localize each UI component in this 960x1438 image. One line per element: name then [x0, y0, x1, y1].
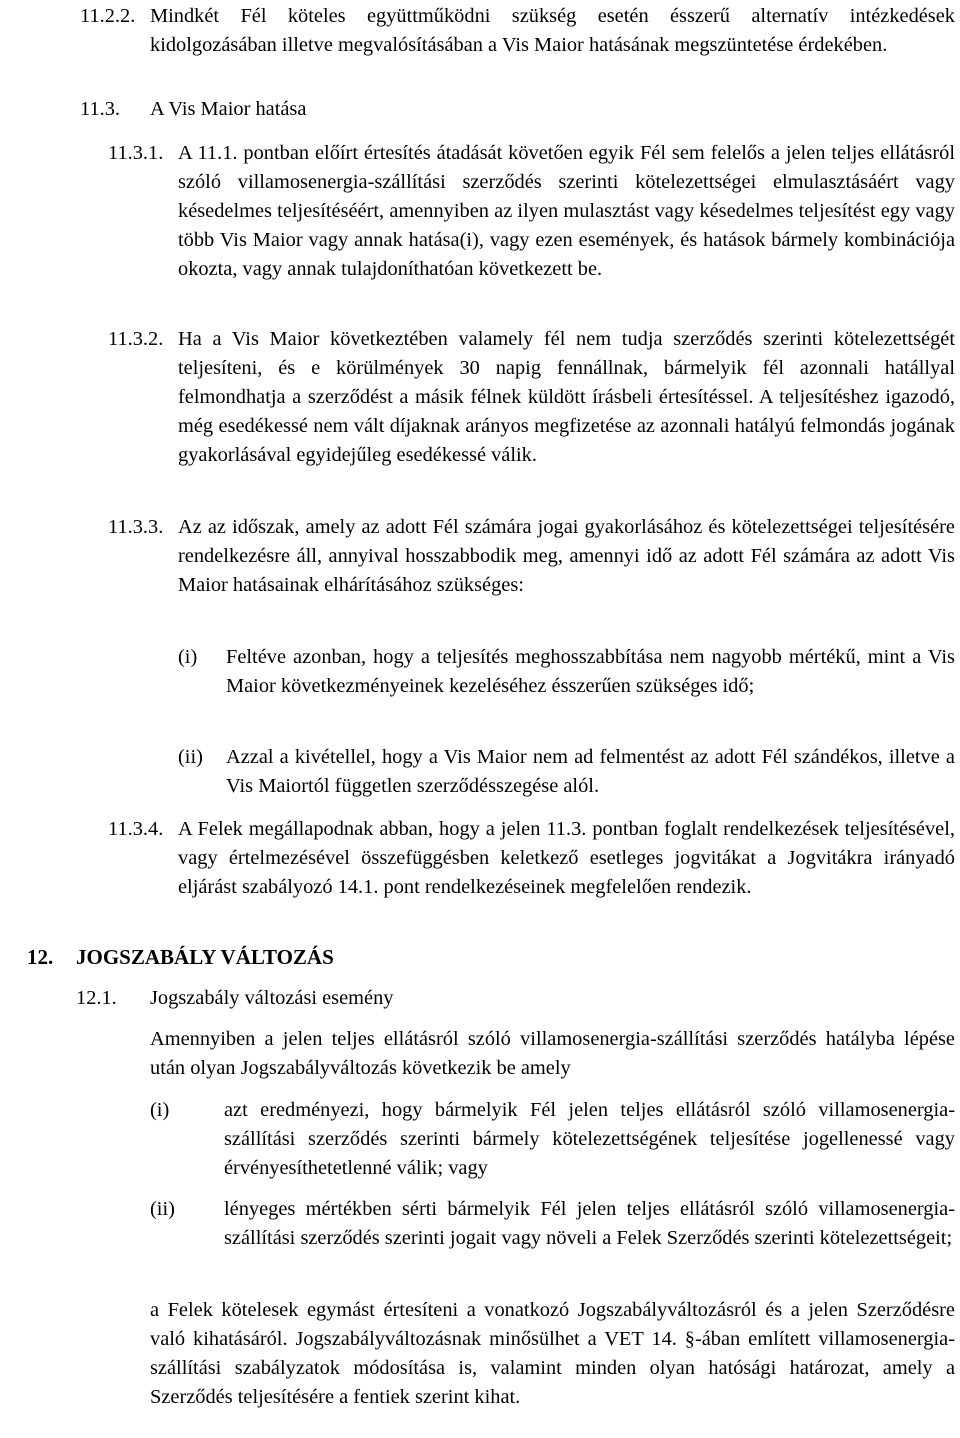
clause-number: 11.3.1. — [108, 142, 164, 164]
section-number: 12. — [27, 945, 54, 969]
clause-number: 11.2.2. — [80, 5, 136, 27]
list-item-text: azt eredményezi, hogy bármelyik Fél jelen teljes ellátásról szóló villamosenergia-szállítási szerződés szerinti bármely kötelezettségének teljesítése jogellenessé vagy érvényesíthetetlenné válik; vagy — [224, 1099, 955, 1179]
clause-title: A Vis Maior hatása — [150, 98, 307, 120]
section-12-closing: a Felek kötelesek egymást értesíteni a vonatkozó Jogszabályváltozásról és a jelen Szerződésre való kihatásáról. Jogszabályváltozásnak minősülhet a VET 14. §-ában említett villamosenergia-szállítási szabályzatok módosítása is, valamint minden olyan hatósági határozat, amely a Szerződés teljesítésére a fentiek szerint kihat. — [150, 1299, 955, 1408]
section-12-intro: Amennyiben a jelen teljes ellátásról szóló villamosenergia-szállítási szerződés hatályba lépése után olyan Jogszabályváltozás következik be amely — [150, 1028, 955, 1079]
list-item-label: (ii) — [150, 1198, 175, 1220]
clause-text: A 11.1. pontban előírt értesítés átadását követően egyik Fél sem felelős a jelen teljes ellátásról szóló villamosenergia-szállítási szerződés szerinti kötelezettségei elmulasztásáért vagy késedelmes teljesítéséért, amennyiben az ilyen mulasztást vagy késedelmes teljesítést egy vagy több Vis Maior vagy annak hatása(i), vagy ezen események, és hatások bármely kombinációja okozta, vagy annak tulajdoníthatóan következett be. — [178, 142, 955, 280]
list-item-text: lényeges mértékben sérti bármelyik Fél jelen teljes ellátásról szóló villamosenergia-szállítási szerződés szerinti jogait vagy növeli a Felek Szerződés szerinti kötelezettségeit; — [224, 1198, 955, 1249]
clause-number: 11.3.4. — [108, 818, 164, 840]
list-item-text: Azzal a kivétellel, hogy a Vis Maior nem ad felmentést az adott Fél szándékos, illetve a Vis Maiortól független szerződésszegése alól. — [226, 746, 955, 797]
clause-number: 11.3.3. — [108, 516, 164, 538]
clause-number: 11.3. — [80, 98, 121, 120]
clause-title: Jogszabály változási esemény — [150, 987, 394, 1009]
list-item-label: (i) — [178, 646, 198, 668]
list-item-label: (i) — [150, 1099, 170, 1121]
clause-text: Ha a Vis Maior következtében valamely fél nem tudja szerződés szerinti kötelezettségét teljesíteni, és e körülmények 30 napig fennállnak, bármelyik fél azonnali hatállyal felmondhatja a szerződést a másik félnek küldött írásbeli értesítéssel. A teljesítéshez igazodó, még esedékessé nem vált díjaknak arányos megfizetése az azonnali hatályú felmondás jogának gyakorlásával egyidejűleg esedékessé válik. — [178, 328, 955, 466]
clause-text: A Felek megállapodnak abban, hogy a jelen 11.3. pontban foglalt rendelkezések teljesítésével, vagy értelmezésével összefüggésben keletkező esetleges jogvitákat a Jogvitákra irányadó eljárást szabályozó 14.1. pont rendelkezéseinek megfelelően rendezik. — [178, 818, 955, 898]
section-title: JOGSZABÁLY VÁLTOZÁS — [76, 945, 334, 969]
list-item-text: Feltéve azonban, hogy a teljesítés meghosszabbítása nem nagyobb mértékű, mint a Vis Maior következményeinek kezeléséhez ésszerűen szükséges idő; — [226, 646, 955, 697]
clause-number: 12.1. — [76, 987, 117, 1009]
clause-text: Az az időszak, amely az adott Fél számára jogai gyakorlásához és kötelezettségei teljesítésére rendelkezésre áll, annyival hosszabbodik meg, amennyi idő az adott Fél számára az adott Vis Maior hatásainak elhárításához szükséges: — [178, 516, 955, 596]
list-item-label: (ii) — [178, 746, 203, 768]
clause-number: 11.3.2. — [108, 328, 164, 350]
clause-text: Mindkét Fél köteles együttműködni szükség esetén ésszerű alternatív intézkedések kidolgozásában illetve megvalósításában a Vis Maior hatásának megszüntetése érdekében. — [150, 5, 955, 56]
